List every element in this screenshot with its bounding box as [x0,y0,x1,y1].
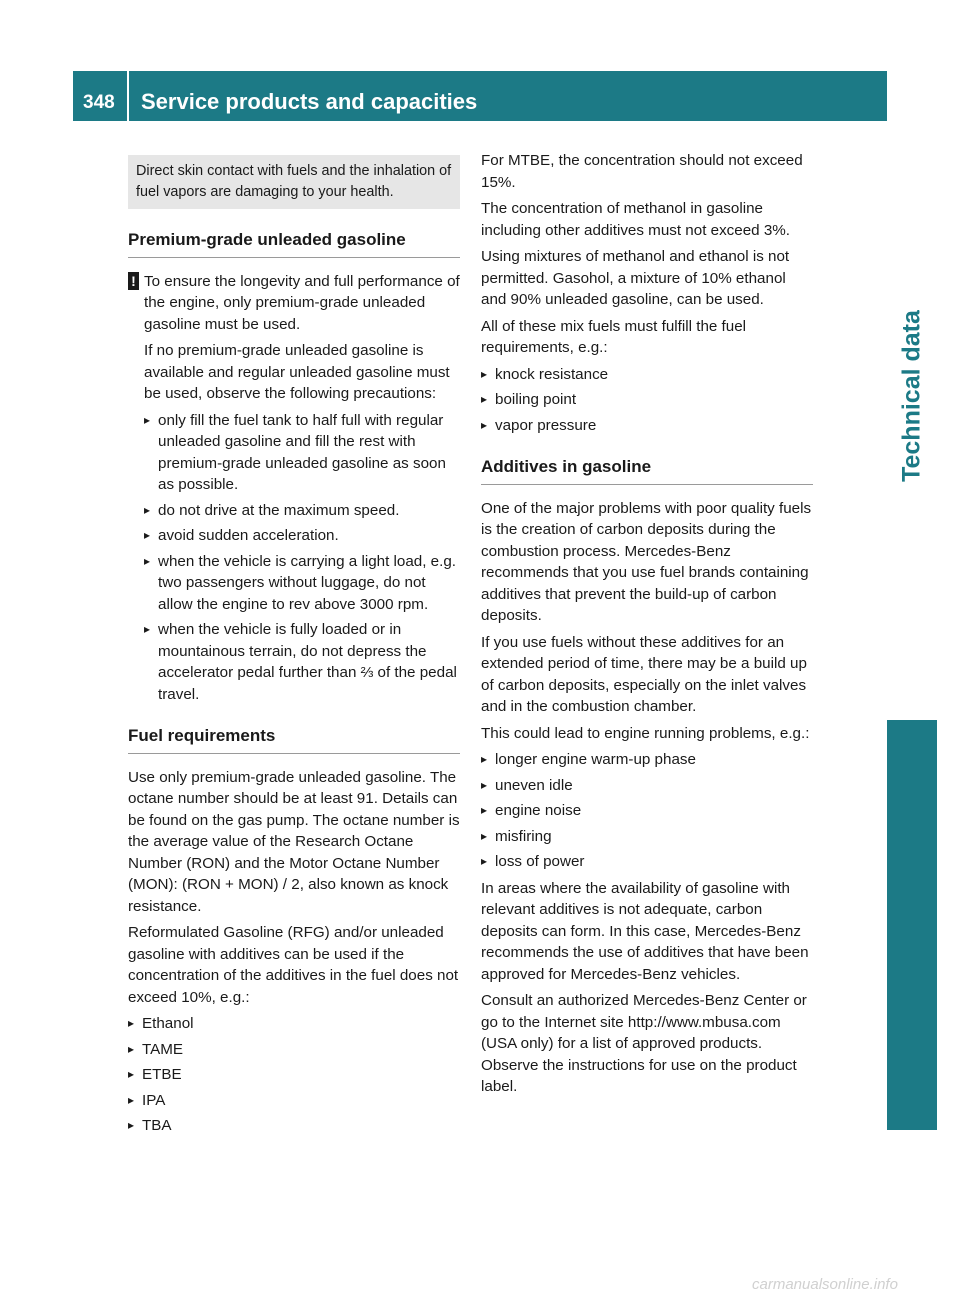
list-item: ▸ avoid sudden acceleration. [144,525,460,547]
additive-list [128,1013,460,1137]
engine-problems-paragraph: This could lead to engine running problems, e.g.: [481,724,810,742]
list-item: ▸ engine noise [481,800,813,822]
list-item: ▸ loss of power [481,851,813,873]
gasohol-paragraph: Using mixtures of methanol and ethanol is not permitted. Gasohol, a mixture of 10% ethanol and 90% unleaded gasoline, can be used. [481,248,790,308]
page-number: 348 [73,71,127,121]
list-item: ▸ misfiring [481,826,813,848]
premium-heading: Premium-grade unleaded gasoline [128,229,460,258]
mix-fuels-paragraph: All of these mix fuels must fulfill the fuel requirements, e.g.: [481,317,747,356]
list-item: ▸ only fill the fuel tank to half full with regular unleaded gasoline and fill the rest with premium-grade unleaded gasoline as soon as possible. [144,410,460,496]
precautions-list [144,410,460,706]
warning-text: Direct skin contact with fuels and the inhalation of fuel vapors are damaging to your health. [136,163,452,200]
page-header [73,71,887,121]
mtbe-paragraph: For MTBE, the concentration should not exceed 15%. [481,152,803,191]
availability-paragraph: In areas where the availability of gasoline with relevant additives is not adequate, carbon deposits can form. In this case, Mercedes-Benz recommends the use of additives that have been approved for Mercedes-Benz vehicles. [481,879,809,983]
additives-heading: Additives in gasoline [481,456,813,485]
side-tab-block [887,720,937,1130]
without-additives-paragraph: If you use fuels without these additives for an extended period of time, there may be a build up of carbon deposits, especially on the inlet valves and in the combustion chamber. [481,633,807,715]
notice-block [128,271,460,706]
warning-box [128,155,460,209]
side-tab-label: Technical data [897,310,926,482]
list-item: ▸ boiling point [481,389,813,411]
list-item: ▸ uneven idle [481,775,813,797]
list-item: ▸ TAME [128,1039,460,1061]
list-item: ▸ when the vehicle is carrying a light load, e.g. two passengers without luggage, do not allow the engine to rev above 3000 rpm. [144,551,460,616]
list-item: ▸ vapor pressure [481,415,813,437]
carbon-deposits-paragraph: One of the major problems with poor quality fuels is the creation of carbon deposits during the combustion process. Mercedes-Benz recommends that you use fuel brands containing additives that prevent the build-up of carbon deposits. [481,499,812,624]
fuel-paragraph-1: Use only premium-grade unleaded gasoline. The octane number should be at least 91. Details can be found on the gas pump. The octane number is the average value of the Research Octane Number (RON) and the Motor Octane Number (MON): (RON + MON) / 2, also known as knock resistance. [128,768,460,915]
list-item: ▸ Ethanol [128,1013,460,1035]
list-item: ▸ knock resistance [481,364,813,386]
list-item: ▸ when the vehicle is fully loaded or in mountainous terrain, do not depress the accelerator pedal further than ⅔ of the pedal travel. [144,619,460,705]
list-item: ▸ ETBE [128,1064,460,1086]
notice-paragraph-1: To ensure the longevity and full performance of the engine, only premium-grade unleaded gasoline must be used. [144,272,460,333]
right-column [481,150,813,1103]
problems-list [481,749,813,873]
section-title: Service products and capacities [129,71,887,121]
notice-paragraph-2: If no premium-grade unleaded gasoline is available and regular unleaded gasoline must be used, observe the following precautions: [144,342,450,402]
side-tab-label-area [887,71,937,721]
fuel-paragraph-2: Reformulated Gasoline (RFG) and/or unleaded gasoline with additives can be used if the concentration of the additives in the fuel does not exceed 10%, e.g.: [128,924,459,1006]
list-item: ▸ do not drive at the maximum speed. [144,500,460,522]
list-item: ▸ longer engine warm-up phase [481,749,813,771]
list-item: ▸ IPA [128,1090,460,1112]
consult-paragraph: Consult an authorized Mercedes-Benz Center or go to the Internet site http://www.mbusa.com (USA only) for a list of approved products. Observe the instructions for use on the product label. [481,992,807,1095]
list-item: ▸ TBA [128,1115,460,1137]
watermark: carmanualsonline.info [752,1276,898,1293]
methanol-paragraph: The concentration of methanol in gasoline including other additives must not exceed 3%. [481,200,790,239]
left-column [128,150,460,1142]
fuel-requirements-heading: Fuel requirements [128,725,460,754]
exclamation-icon: ! [128,272,139,290]
requirements-list [481,364,813,437]
